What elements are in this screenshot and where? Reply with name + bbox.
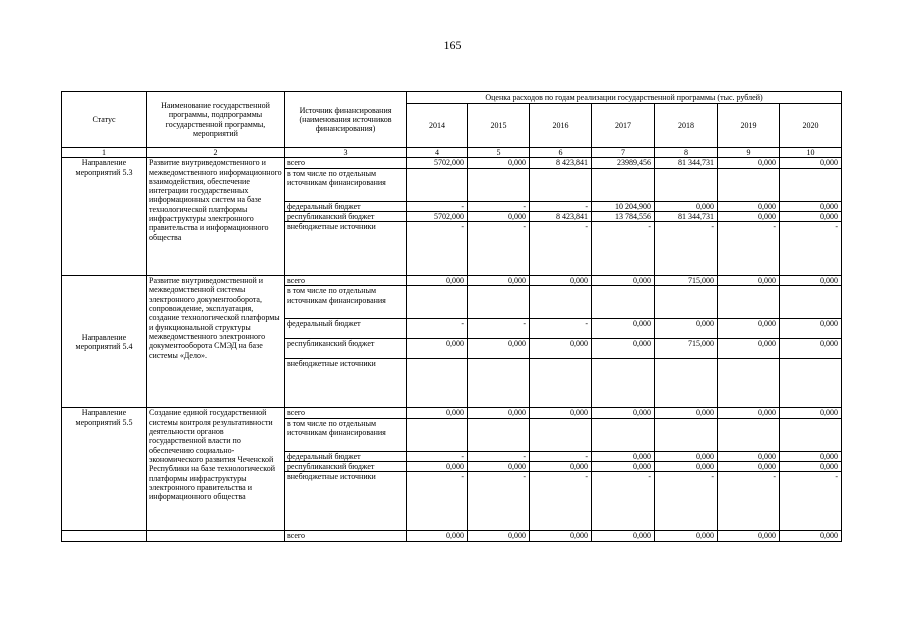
measure-name-cell: Развитие внутриведомственной и межведомственной системы электронного документооборота, сопровождение, эксплуатация, создание технологической платформы и функциональной структуры межведомственного электронного документооборота СМЭД на базе системы «Дело».	[147, 276, 285, 408]
value-cell: -	[407, 222, 468, 276]
source-cell: в том числе по отдельным источникам финансирования	[285, 286, 407, 319]
source-cell: республиканский бюджет	[285, 211, 407, 221]
value-cell: 0,000	[780, 211, 842, 221]
table-row	[62, 531, 842, 541]
value-cell: 0,000	[530, 408, 592, 418]
value-cell: 0,000	[592, 451, 655, 461]
value-cell: -	[407, 201, 468, 211]
value-cell: 81 344,731	[655, 211, 718, 221]
value-cell: 0,000	[468, 158, 530, 168]
header-year: 2020	[780, 104, 842, 148]
value-cell	[407, 286, 468, 319]
source-cell: федеральный бюджет	[285, 451, 407, 461]
value-cell: -	[468, 472, 530, 531]
value-cell: -	[468, 201, 530, 211]
value-cell: 10 204,900	[592, 201, 655, 211]
value-cell: 0,000	[468, 531, 530, 541]
value-cell: -	[468, 222, 530, 276]
value-cell	[468, 418, 530, 451]
source-cell: в том числе по отдельным источникам финансирования	[285, 168, 407, 201]
budget-table	[61, 91, 842, 542]
value-cell	[407, 359, 468, 408]
header-estimate: Оценка расходов по годам реализации государственной программы (тыс. рублей)	[407, 92, 842, 104]
value-cell: 0,000	[530, 276, 592, 286]
value-cell: 0,000	[592, 276, 655, 286]
status-cell: Направление мероприятий 5.3	[62, 158, 147, 276]
value-cell: 0,000	[468, 211, 530, 221]
value-cell: 0,000	[468, 408, 530, 418]
value-cell	[468, 286, 530, 319]
value-cell: 0,000	[780, 339, 842, 359]
value-cell: 0,000	[592, 462, 655, 472]
value-cell: -	[530, 472, 592, 531]
value-cell: 0,000	[407, 531, 468, 541]
page-number: 165	[443, 38, 462, 52]
measure-name-cell	[147, 531, 285, 541]
source-cell: республиканский бюджет	[285, 339, 407, 359]
value-cell: -	[780, 472, 842, 531]
source-cell: внебюджетные источники	[285, 359, 407, 408]
value-cell	[780, 168, 842, 201]
value-cell	[592, 359, 655, 408]
value-cell	[718, 418, 780, 451]
value-cell	[655, 168, 718, 201]
value-cell: 8 423,841	[530, 211, 592, 221]
value-cell	[780, 286, 842, 319]
value-cell: 0,000	[780, 462, 842, 472]
value-cell: -	[407, 472, 468, 531]
value-cell: -	[780, 222, 842, 276]
header-col-number: 10	[780, 148, 842, 158]
value-cell: 0,000	[718, 531, 780, 541]
table-row	[62, 276, 842, 286]
header-col-number: 6	[530, 148, 592, 158]
header-source: Источник финансирования (наименования источников финансирования)	[285, 92, 407, 148]
value-cell: -	[655, 472, 718, 531]
value-cell: 5702,000	[407, 158, 468, 168]
value-cell: 0,000	[718, 462, 780, 472]
value-cell: 0,000	[530, 462, 592, 472]
value-cell: 0,000	[718, 211, 780, 221]
value-cell	[718, 286, 780, 319]
value-cell: 0,000	[655, 201, 718, 211]
header-status: Статус	[62, 92, 147, 148]
value-cell: 0,000	[468, 462, 530, 472]
value-cell	[530, 418, 592, 451]
value-cell	[530, 168, 592, 201]
value-cell	[655, 418, 718, 451]
value-cell: 0,000	[718, 201, 780, 211]
value-cell: 0,000	[530, 531, 592, 541]
value-cell: 0,000	[780, 531, 842, 541]
value-cell: -	[530, 201, 592, 211]
header-col-number: 8	[655, 148, 718, 158]
value-cell: 0,000	[592, 339, 655, 359]
value-cell	[655, 286, 718, 319]
value-cell: 13 784,556	[592, 211, 655, 221]
value-cell: 0,000	[407, 408, 468, 418]
value-cell: -	[468, 451, 530, 461]
value-cell: 0,000	[780, 201, 842, 211]
value-cell	[468, 168, 530, 201]
header-col-number: 2	[147, 148, 285, 158]
value-cell: 0,000	[718, 319, 780, 339]
value-cell: 0,000	[655, 462, 718, 472]
value-cell: 23989,456	[592, 158, 655, 168]
measure-name-cell: Создание единой государственной системы контроля результативности деятельности органов государственной власти по обеспечению социально-экономического развития Чеченской Республики на базе технологической платформы инфраструктуры электронного правительства и информационного общества	[147, 408, 285, 531]
source-cell: республиканский бюджет	[285, 462, 407, 472]
value-cell	[530, 286, 592, 319]
value-cell	[530, 359, 592, 408]
value-cell	[407, 418, 468, 451]
value-cell	[592, 168, 655, 201]
status-cell	[62, 531, 147, 541]
source-cell: федеральный бюджет	[285, 319, 407, 339]
value-cell: -	[592, 222, 655, 276]
value-cell: 5702,000	[407, 211, 468, 221]
value-cell: 0,000	[407, 462, 468, 472]
value-cell	[592, 286, 655, 319]
status-cell: Направление мероприятий 5.4	[62, 276, 147, 408]
value-cell: 0,000	[718, 339, 780, 359]
header-col-number: 7	[592, 148, 655, 158]
value-cell	[592, 418, 655, 451]
source-cell: федеральный бюджет	[285, 201, 407, 211]
value-cell: 8 423,841	[530, 158, 592, 168]
value-cell: 0,000	[780, 276, 842, 286]
status-cell: Направление мероприятий 5.5	[62, 408, 147, 531]
value-cell: 715,000	[655, 276, 718, 286]
value-cell	[780, 359, 842, 408]
value-cell: 0,000	[468, 339, 530, 359]
header-year: 2017	[592, 104, 655, 148]
measure-name-cell: Развитие внутриведомственного и межведомственного информационного взаимодействия, обеспечение интеграции государственных информационных систем на базе технологической платформы инфраструктуры электронного правительства и информационного общества	[147, 158, 285, 276]
source-cell: внебюджетные источники	[285, 222, 407, 276]
value-cell: -	[530, 319, 592, 339]
table-row	[62, 408, 842, 418]
value-cell: -	[468, 319, 530, 339]
header-year: 2019	[718, 104, 780, 148]
source-cell: в том числе по отдельным источникам финансирования	[285, 418, 407, 451]
value-cell: -	[530, 451, 592, 461]
value-cell: 0,000	[718, 276, 780, 286]
header-name: Наименование государственной программы, подпрограммы государственной программы, мероприятий	[147, 92, 285, 148]
value-cell: 0,000	[718, 408, 780, 418]
value-cell	[468, 359, 530, 408]
value-cell: 0,000	[655, 408, 718, 418]
table-row	[62, 158, 842, 168]
value-cell	[407, 168, 468, 201]
source-cell: всего	[285, 408, 407, 418]
value-cell	[655, 359, 718, 408]
value-cell: 0,000	[655, 451, 718, 461]
value-cell: 0,000	[592, 319, 655, 339]
value-cell: -	[718, 472, 780, 531]
value-cell: -	[655, 222, 718, 276]
value-cell: 0,000	[407, 339, 468, 359]
value-cell	[780, 418, 842, 451]
value-cell: 81 344,731	[655, 158, 718, 168]
value-cell: -	[592, 472, 655, 531]
value-cell: 0,000	[780, 451, 842, 461]
value-cell: 0,000	[780, 408, 842, 418]
source-cell: всего	[285, 276, 407, 286]
value-cell	[718, 359, 780, 408]
value-cell: 715,000	[655, 339, 718, 359]
value-cell: 0,000	[530, 339, 592, 359]
header-year: 2015	[468, 104, 530, 148]
value-cell	[718, 168, 780, 201]
value-cell: 0,000	[592, 531, 655, 541]
header-col-number: 9	[718, 148, 780, 158]
header-year: 2016	[530, 104, 592, 148]
value-cell: 0,000	[407, 276, 468, 286]
header-col-number: 5	[468, 148, 530, 158]
source-cell: всего	[285, 531, 407, 541]
value-cell: 0,000	[655, 319, 718, 339]
value-cell: 0,000	[780, 158, 842, 168]
source-cell: внебюджетные источники	[285, 472, 407, 531]
value-cell: 0,000	[655, 531, 718, 541]
header-col-number: 4	[407, 148, 468, 158]
value-cell: -	[718, 222, 780, 276]
header-year: 2014	[407, 104, 468, 148]
value-cell: 0,000	[718, 451, 780, 461]
value-cell: -	[530, 222, 592, 276]
source-cell: всего	[285, 158, 407, 168]
value-cell: -	[407, 451, 468, 461]
header-col-number: 1	[62, 148, 147, 158]
value-cell: 0,000	[468, 276, 530, 286]
header-year: 2018	[655, 104, 718, 148]
value-cell: 0,000	[592, 408, 655, 418]
value-cell: 0,000	[718, 158, 780, 168]
value-cell: 0,000	[780, 319, 842, 339]
value-cell: -	[407, 319, 468, 339]
header-col-number: 3	[285, 148, 407, 158]
